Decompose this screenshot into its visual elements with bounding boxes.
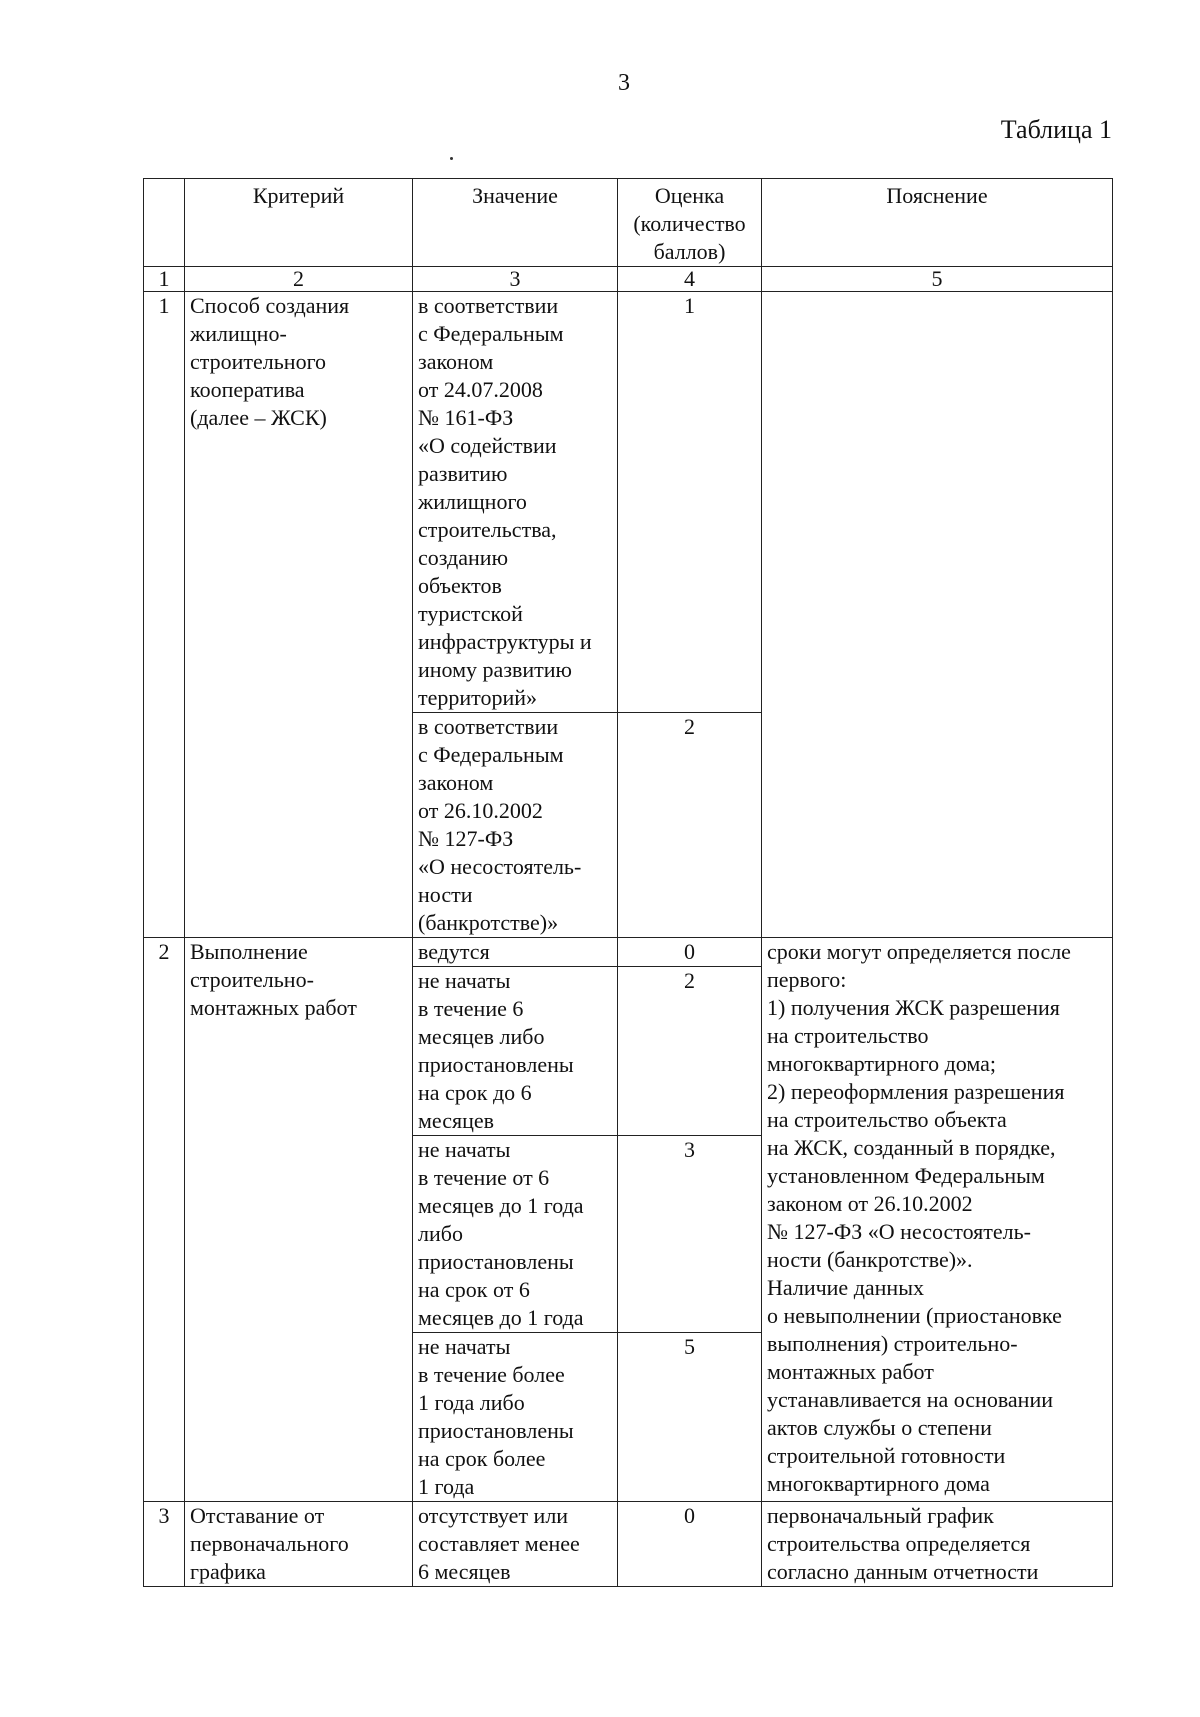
table-row <box>144 1502 1113 1587</box>
scan-speck <box>450 157 453 160</box>
column-number: 2 <box>185 267 413 292</box>
header-cell-score: Оценка (количество баллов) <box>618 179 762 267</box>
column-number: 5 <box>762 267 1113 292</box>
explanation-cell: сроки могут определяется после первого: 1) получения ЖСК разрешения на строительство многоквартирного дома; 2) переоформления разрешения на строительство объекта на ЖСК, созданный в порядке, установленном Федеральным законом от 26.10.2002 № 127-ФЗ «О несостоятель- ности (банкротстве)». Наличие данных о невыполнении (приостановке выполнения) строительно- монтажных работ устанавливается на основании актов службы о степени строительной готовности многоквартирного дома <box>762 938 1113 1502</box>
column-number: 4 <box>618 267 762 292</box>
criterion-cell: Выполнение строительно- монтажных работ <box>185 938 413 1502</box>
header-cell-explanation: Пояснение <box>762 179 1113 267</box>
table-caption: Таблица 1 <box>1000 115 1112 144</box>
criteria-table <box>143 178 1113 1587</box>
score-cell: 0 <box>618 1502 762 1587</box>
column-number-row <box>144 267 1113 292</box>
explanation-cell <box>762 292 1113 938</box>
criterion-cell: Способ создания жилищно- строительного кооператива (далее – ЖСК) <box>185 292 413 938</box>
score-cell: 2 <box>618 713 762 938</box>
page-number: 3 <box>618 70 630 96</box>
header-cell-num <box>144 179 185 267</box>
table-row <box>144 292 1113 713</box>
row-number: 2 <box>144 938 185 1502</box>
score-cell: 2 <box>618 967 762 1136</box>
value-cell: в соответствии с Федеральным законом от 26.10.2002 № 127-ФЗ «О несостоятель- ности (банкротстве)» <box>413 713 618 938</box>
score-cell: 1 <box>618 292 762 713</box>
header-row <box>144 179 1113 267</box>
score-cell: 0 <box>618 938 762 967</box>
header-cell-value: Значение <box>413 179 618 267</box>
score-cell: 5 <box>618 1333 762 1502</box>
value-cell: не начаты в течение более 1 года либо приостановлены на срок более 1 года <box>413 1333 618 1502</box>
value-cell: не начаты в течение 6 месяцев либо приостановлены на срок до 6 месяцев <box>413 967 618 1136</box>
score-cell: 3 <box>618 1136 762 1333</box>
value-cell: в соответствии с Федеральным законом от 24.07.2008 № 161-ФЗ «О содействии развитию жилищного строительства, созданию объектов туристской инфраструктуры и иному развитию территорий» <box>413 292 618 713</box>
header-cell-criterion: Критерий <box>185 179 413 267</box>
value-cell: не начаты в течение от 6 месяцев до 1 года либо приостановлены на срок от 6 месяцев до 1 года <box>413 1136 618 1333</box>
row-number: 3 <box>144 1502 185 1587</box>
table-row <box>144 938 1113 967</box>
column-number: 1 <box>144 267 185 292</box>
column-number: 3 <box>413 267 618 292</box>
row-number: 1 <box>144 292 185 938</box>
value-cell: отсутствует или составляет менее 6 месяцев <box>413 1502 618 1587</box>
value-cell: ведутся <box>413 938 618 967</box>
criterion-cell: Отставание от первоначального графика <box>185 1502 413 1587</box>
explanation-cell: первоначальный график строительства определяется согласно данным отчетности <box>762 1502 1113 1587</box>
